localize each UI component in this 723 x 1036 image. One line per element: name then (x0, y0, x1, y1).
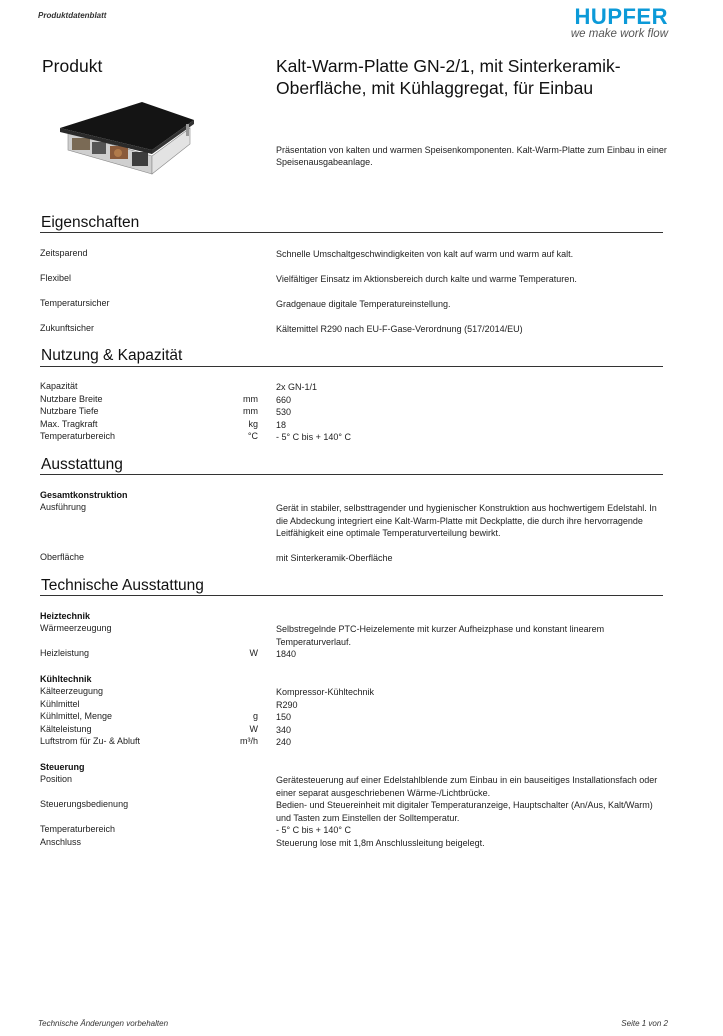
document-type: Produktdatenblatt (38, 11, 107, 20)
property-value: Kältemittel R290 nach EU-F-Gase-Verordnung (517/2014/EU) (276, 324, 523, 334)
capacity-unit: kg (248, 418, 258, 429)
group-title-steuerung: Steuerung (40, 762, 85, 772)
page-number: Seite 1 von 2 (621, 1019, 668, 1028)
tech-label: Kälteleistung (40, 723, 92, 734)
tech-label: Temperaturbereich (40, 824, 116, 834)
tech-label: Anschluss (40, 836, 82, 847)
capacity-unit: mm (243, 406, 258, 416)
product-label: Produkt (42, 56, 103, 76)
section-title-nutzung: Nutzung & Kapazität (41, 347, 183, 364)
group-title-heiztechnik: Heiztechnik (40, 611, 91, 621)
tech-value: 150 (276, 712, 292, 722)
capacity-label: Kapazität (40, 381, 78, 391)
property-label: Flexibel (40, 273, 72, 283)
tech-label: Heizleistung (40, 648, 90, 658)
tech-label: Kühlmittel (40, 698, 80, 709)
section-divider (40, 366, 663, 367)
section-title-technik: Technische Ausstattung (41, 577, 204, 594)
tech-unit: W (249, 648, 258, 658)
capacity-label: Max. Tragkraft (40, 418, 98, 429)
property-label: Zeitsparend (40, 248, 88, 258)
tech-value: - 5° C bis + 140° C (276, 825, 351, 835)
tech-value: Gerätesteuerung auf einer Edelstahlblende zum Einbau in ein bauseitiges Installationsfach oder einer separat ausgeschriebenen Wärme-/Lichtbrücke. (276, 775, 658, 798)
logo-wordmark: HUPFER (574, 4, 668, 29)
tech-value: 240 (276, 737, 292, 747)
hupfer-logo (540, 6, 680, 40)
capacity-label: Temperaturbereich (40, 431, 116, 441)
tech-unit: m³/h (240, 736, 258, 746)
capacity-label: Nutzbare Breite (40, 393, 103, 404)
product-description: Präsentation von kalten und warmen Speisenkomponenten. Kalt-Warm-Platte zum Einbau in einer Speisenausgabeanlage. (276, 145, 667, 167)
capacity-value: 530 (276, 407, 292, 417)
section-title-eigenschaften: Eigenschaften (41, 214, 140, 231)
section-divider (40, 232, 663, 233)
tech-value: 340 (276, 724, 292, 735)
equipment-value: mit Sinterkeramik-Oberfläche (276, 553, 393, 563)
capacity-unit: °C (247, 431, 258, 441)
tech-value: 1840 (276, 649, 297, 659)
tech-value: Kompressor-Kühltechnik (276, 687, 375, 697)
tech-value: Steuerung lose mit 1,8m Anschlussleitung beigelegt. (276, 837, 485, 848)
tech-unit: W (249, 723, 258, 734)
equipment-value: Gerät in stabiler, selbsttragender und hygienischer Konstruktion aus hochwertigem Edelstahl. In die Abdeckung integriert eine Kalt-Warm-Platte mit Deckplatte, die durch ihre hervorragende Leitfähigkeit eine optimale Temperaturverteilung bewirkt. (276, 503, 657, 538)
group-title-gesamtkonstruktion: Gesamtkonstruktion (40, 490, 128, 500)
group-title-kuehltechnik: Kühltechnik (40, 674, 92, 684)
tech-label: Position (40, 774, 73, 784)
section-title-ausstattung: Ausstattung (41, 456, 123, 473)
logo-tagline: we make work flow (570, 28, 668, 40)
capacity-value: 2x GN-1/1 (276, 382, 318, 392)
section-divider (40, 595, 663, 596)
capacity-value: 660 (276, 394, 292, 405)
product-image (56, 98, 196, 180)
section-divider (40, 474, 663, 475)
tech-label: Kühlmittel, Menge (40, 711, 113, 721)
capacity-unit: mm (243, 393, 258, 404)
equipment-label: Oberfläche (40, 552, 85, 562)
property-value: Gradgenaue digitale Temperatureinstellung. (276, 299, 451, 309)
capacity-value: - 5° C bis + 140° C (276, 432, 351, 442)
tech-unit: g (252, 711, 258, 721)
tech-label: Steuerungsbedienung (40, 799, 129, 809)
property-value: Vielfältiger Einsatz im Aktionsbereich durch kalte und warme Temperaturen. (276, 274, 577, 284)
tech-value: R290 (276, 699, 298, 710)
tech-label: Kälteerzeugung (40, 686, 104, 696)
capacity-label: Nutzbare Tiefe (40, 406, 99, 416)
equipment-label: Ausführung (40, 502, 87, 512)
property-label: Temperatursicher (40, 298, 110, 308)
property-value: Schnelle Umschaltgeschwindigkeiten von kalt auf warm und warm auf kalt. (276, 249, 574, 259)
tech-value: Selbstregelnde PTC-Heizelemente mit kurzer Aufheizphase und konstant linearem Temperaturverlauf. (276, 624, 605, 647)
capacity-value: 18 (276, 419, 287, 430)
tech-value: Bedien- und Steuereinheit mit digitaler Temperaturanzeige, Hauptschalter (An/Aus, Kalt/Warm) und Tasten zum Einstellen der Solltemperatur. (276, 800, 653, 823)
tech-label: Luftstrom für Zu- & Abluft (40, 736, 141, 746)
property-label: Zukunftsicher (40, 323, 95, 333)
product-title: Kalt-Warm-Platte GN-2/1, mit Sinterkeramik-Oberfläche, mit Kühlaggregat, für Einbau (276, 56, 621, 98)
tech-label: Wärmeerzeugung (40, 623, 112, 633)
footer-note: Technische Änderungen vorbehalten (38, 1019, 169, 1028)
